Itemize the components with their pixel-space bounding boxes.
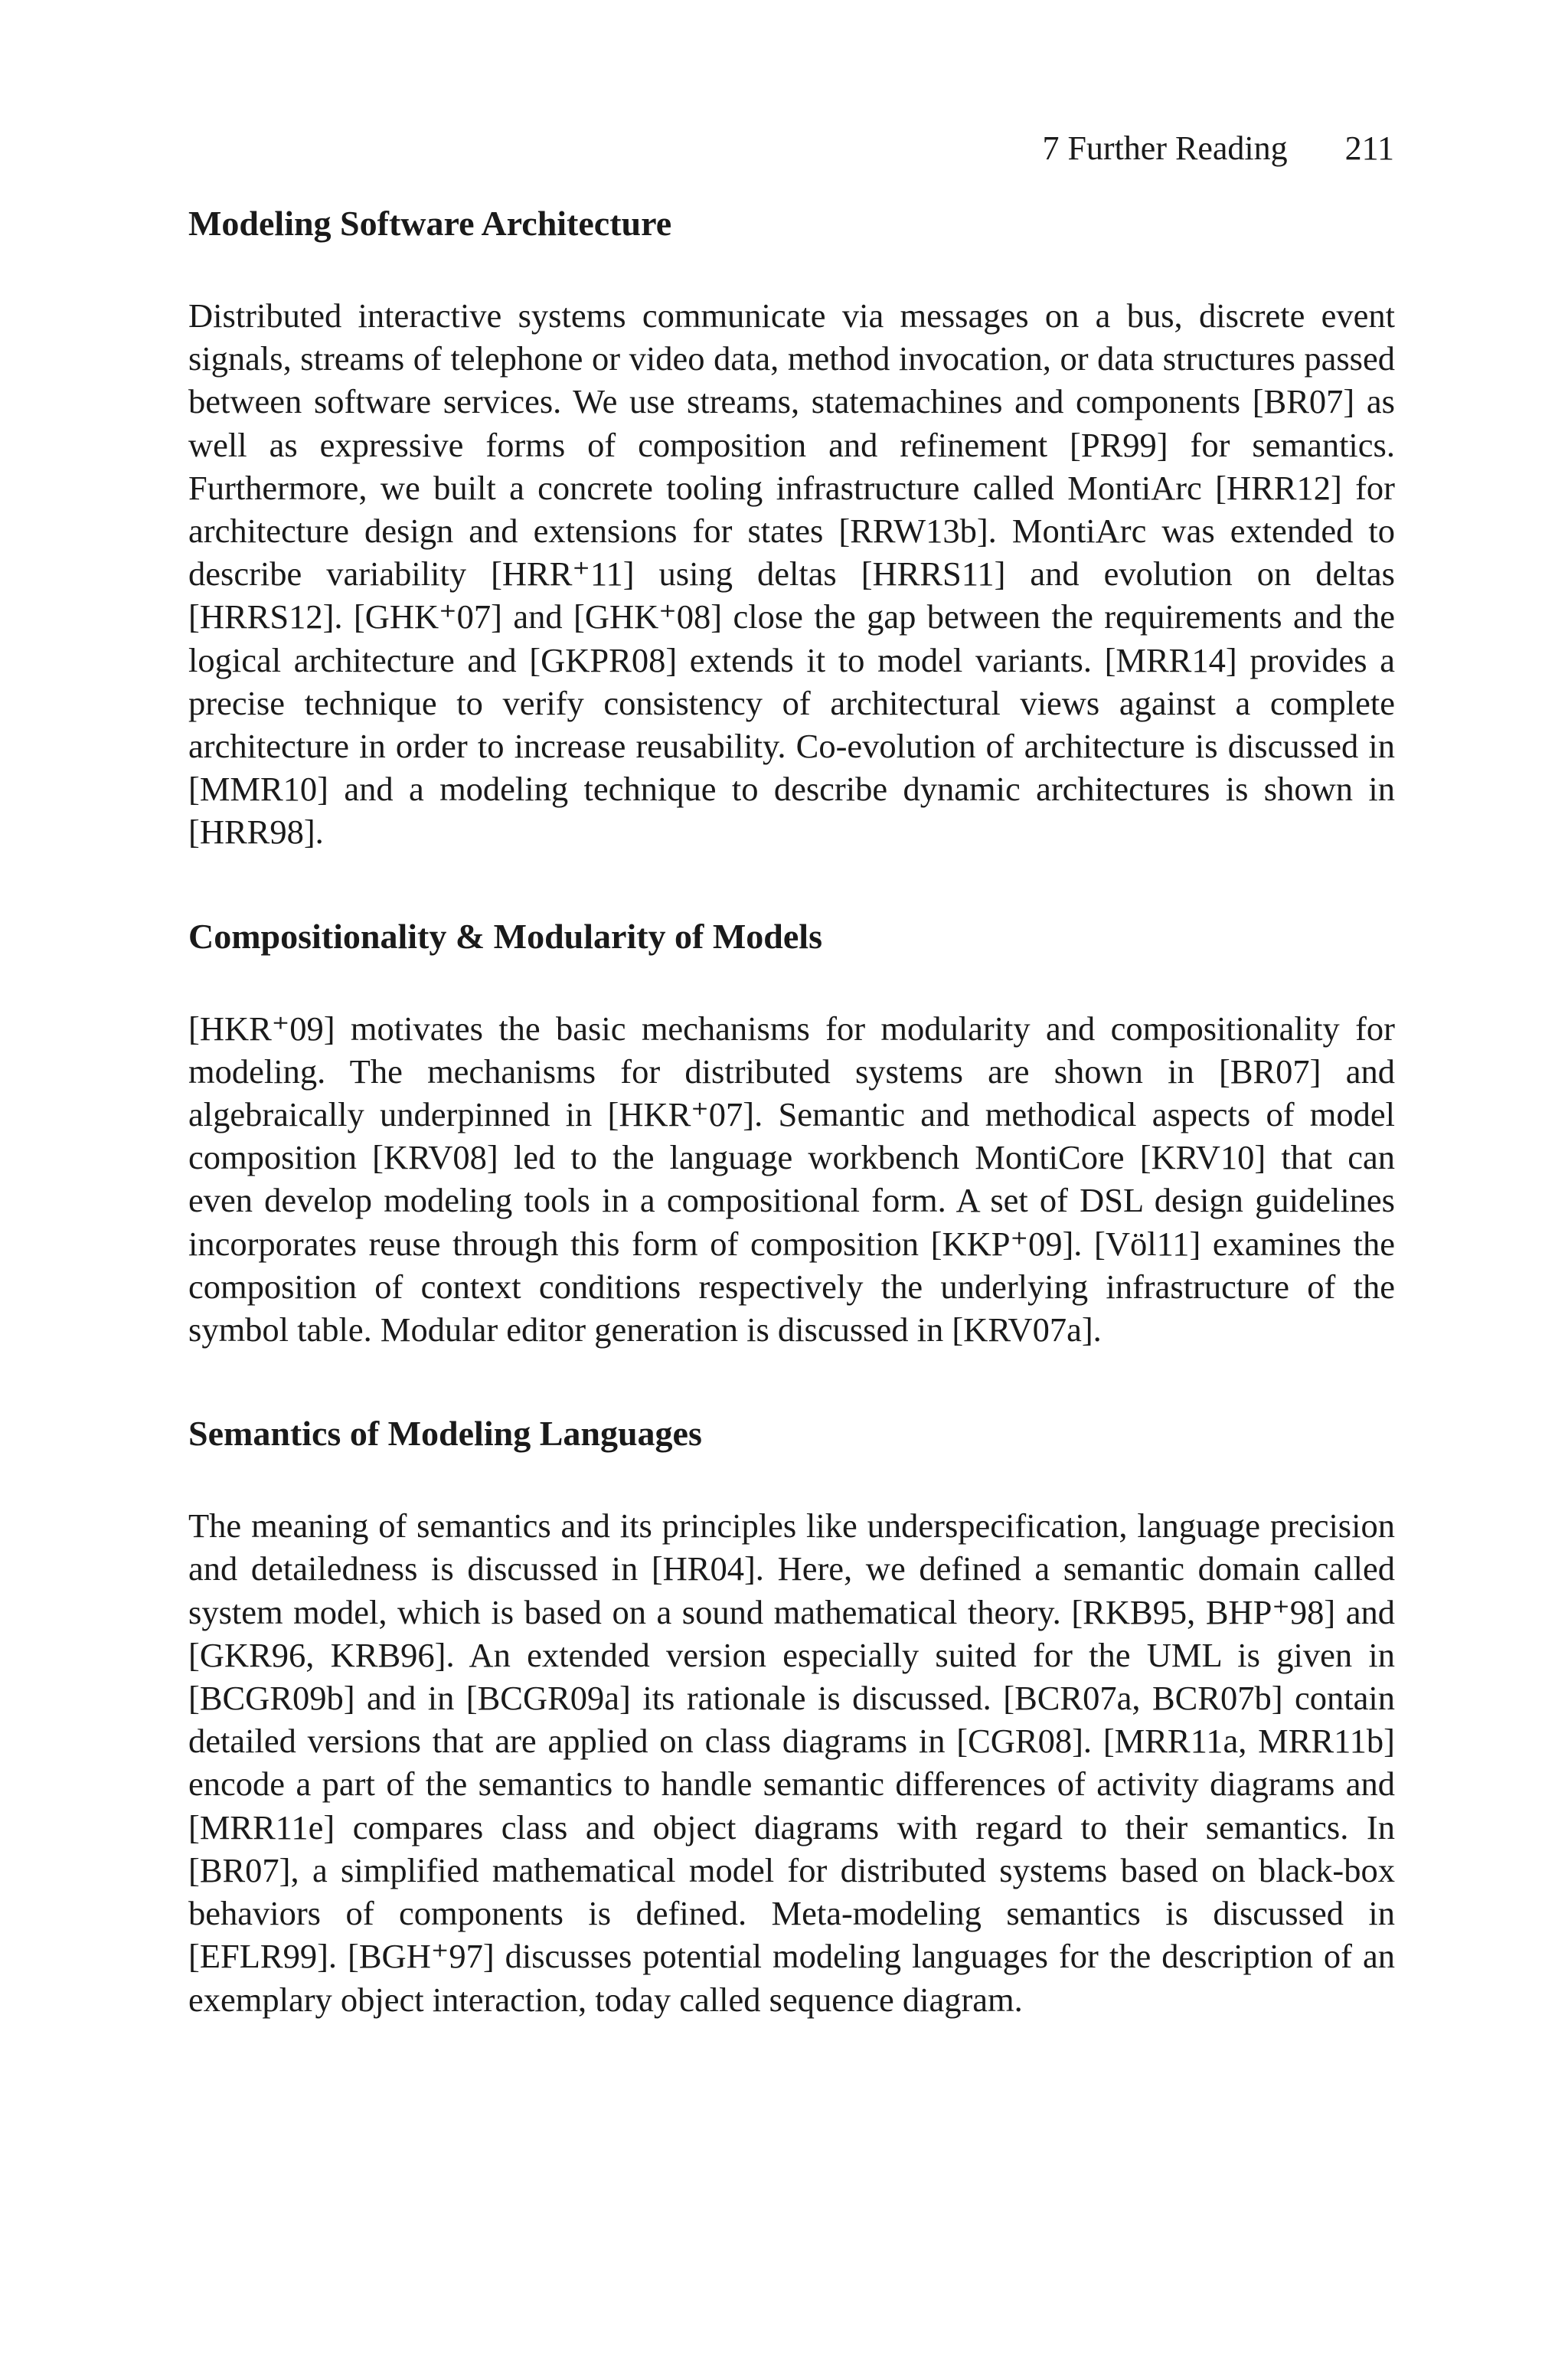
section-modeling-software-architecture (188, 201, 1395, 854)
section-compositionality-modularity (188, 914, 1395, 1352)
section-semantics-modeling-languages (188, 1411, 1395, 2020)
section-heading: Semantics of Modeling Languages (188, 1414, 702, 1454)
section-paragraph: [HKR⁺09] motivates the basic mechanisms for modularity and compositionality for modeling. The mechanisms for distributed systems are shown in [BR07] and algebraically underpinned in [HKR⁺07]. Semantic and methodical aspects of model composition [KRV08] led to the language workbench MontiCore [KRV10] that can even develop modeling tools in a compositional form. A set of DSL design guidelines incorporates reuse through this form of composition [KKP⁺09]. [Völ11] examines the composition of context conditions respectively the underlying infrastructure of the symbol table. Modular editor generation is discussed in [KRV07a]. (188, 1009, 1395, 1349)
section-heading: Compositionality & Modularity of Models (188, 916, 822, 956)
chapter-title: 7 Further Reading (1042, 129, 1288, 167)
page-body (188, 201, 1395, 2021)
section-heading: Modeling Software Architecture (188, 204, 672, 243)
running-head (1042, 126, 1394, 172)
section-paragraph: Distributed interactive systems communicate via messages on a bus, discrete event signals, streams of telephone or video data, method invocation, or data structures passed between software services. We use streams, statemachines and components [BR07] as well as expressive forms of composition and refinement [PR99] for semantics. Furthermore, we built a concrete tooling infrastructure called MontiArc [HRR12] for architecture design and extensions for states [RRW13b]. MontiArc was extended to describe variability [HRR⁺11] using deltas [HRRS11] and evolution on deltas [HRRS12]. [GHK⁺07] and [GHK⁺08] close the gap between the requirements and the logical architecture and [GKPR08] extends it to model variants. [MRR14] provides a precise technique to verify consistency of architectural views against a complete architecture in order to increase reusability. Co-evolution of architecture is discussed in [MMR10] and a modeling technique to describe dynamic architectures is shown in [HRR98]. (188, 296, 1395, 852)
section-paragraph: The meaning of semantics and its principles like underspecification, language precision and detailedness is discussed in [HR04]. Here, we defined a semantic domain called system model, which is based on a sound mathematical theory. [RKB95, BHP⁺98] and [GKR96, KRB96]. An extended version especially suited for the UML is given in [BCGR09b] and in [BCGR09a] its rationale is discussed. [BCR07a, BCR07b] contain detailed versions that are applied on class diagrams in [CGR08]. [MRR11a, MRR11b] encode a part of the semantics to handle semantic differences of activity diagrams and [MRR11e] compares class and object diagrams with regard to their semantics. In [BR07], a simplified mathematical model for distributed systems based on black-box behaviors of components is defined. Meta-modeling semantics is discussed in [EFLR99]. [BGH⁺97] discusses potential modeling languages for the description of an exemplary object interaction, today called sequence diagram. (188, 1506, 1395, 2019)
page-number: 211 (1344, 129, 1394, 167)
